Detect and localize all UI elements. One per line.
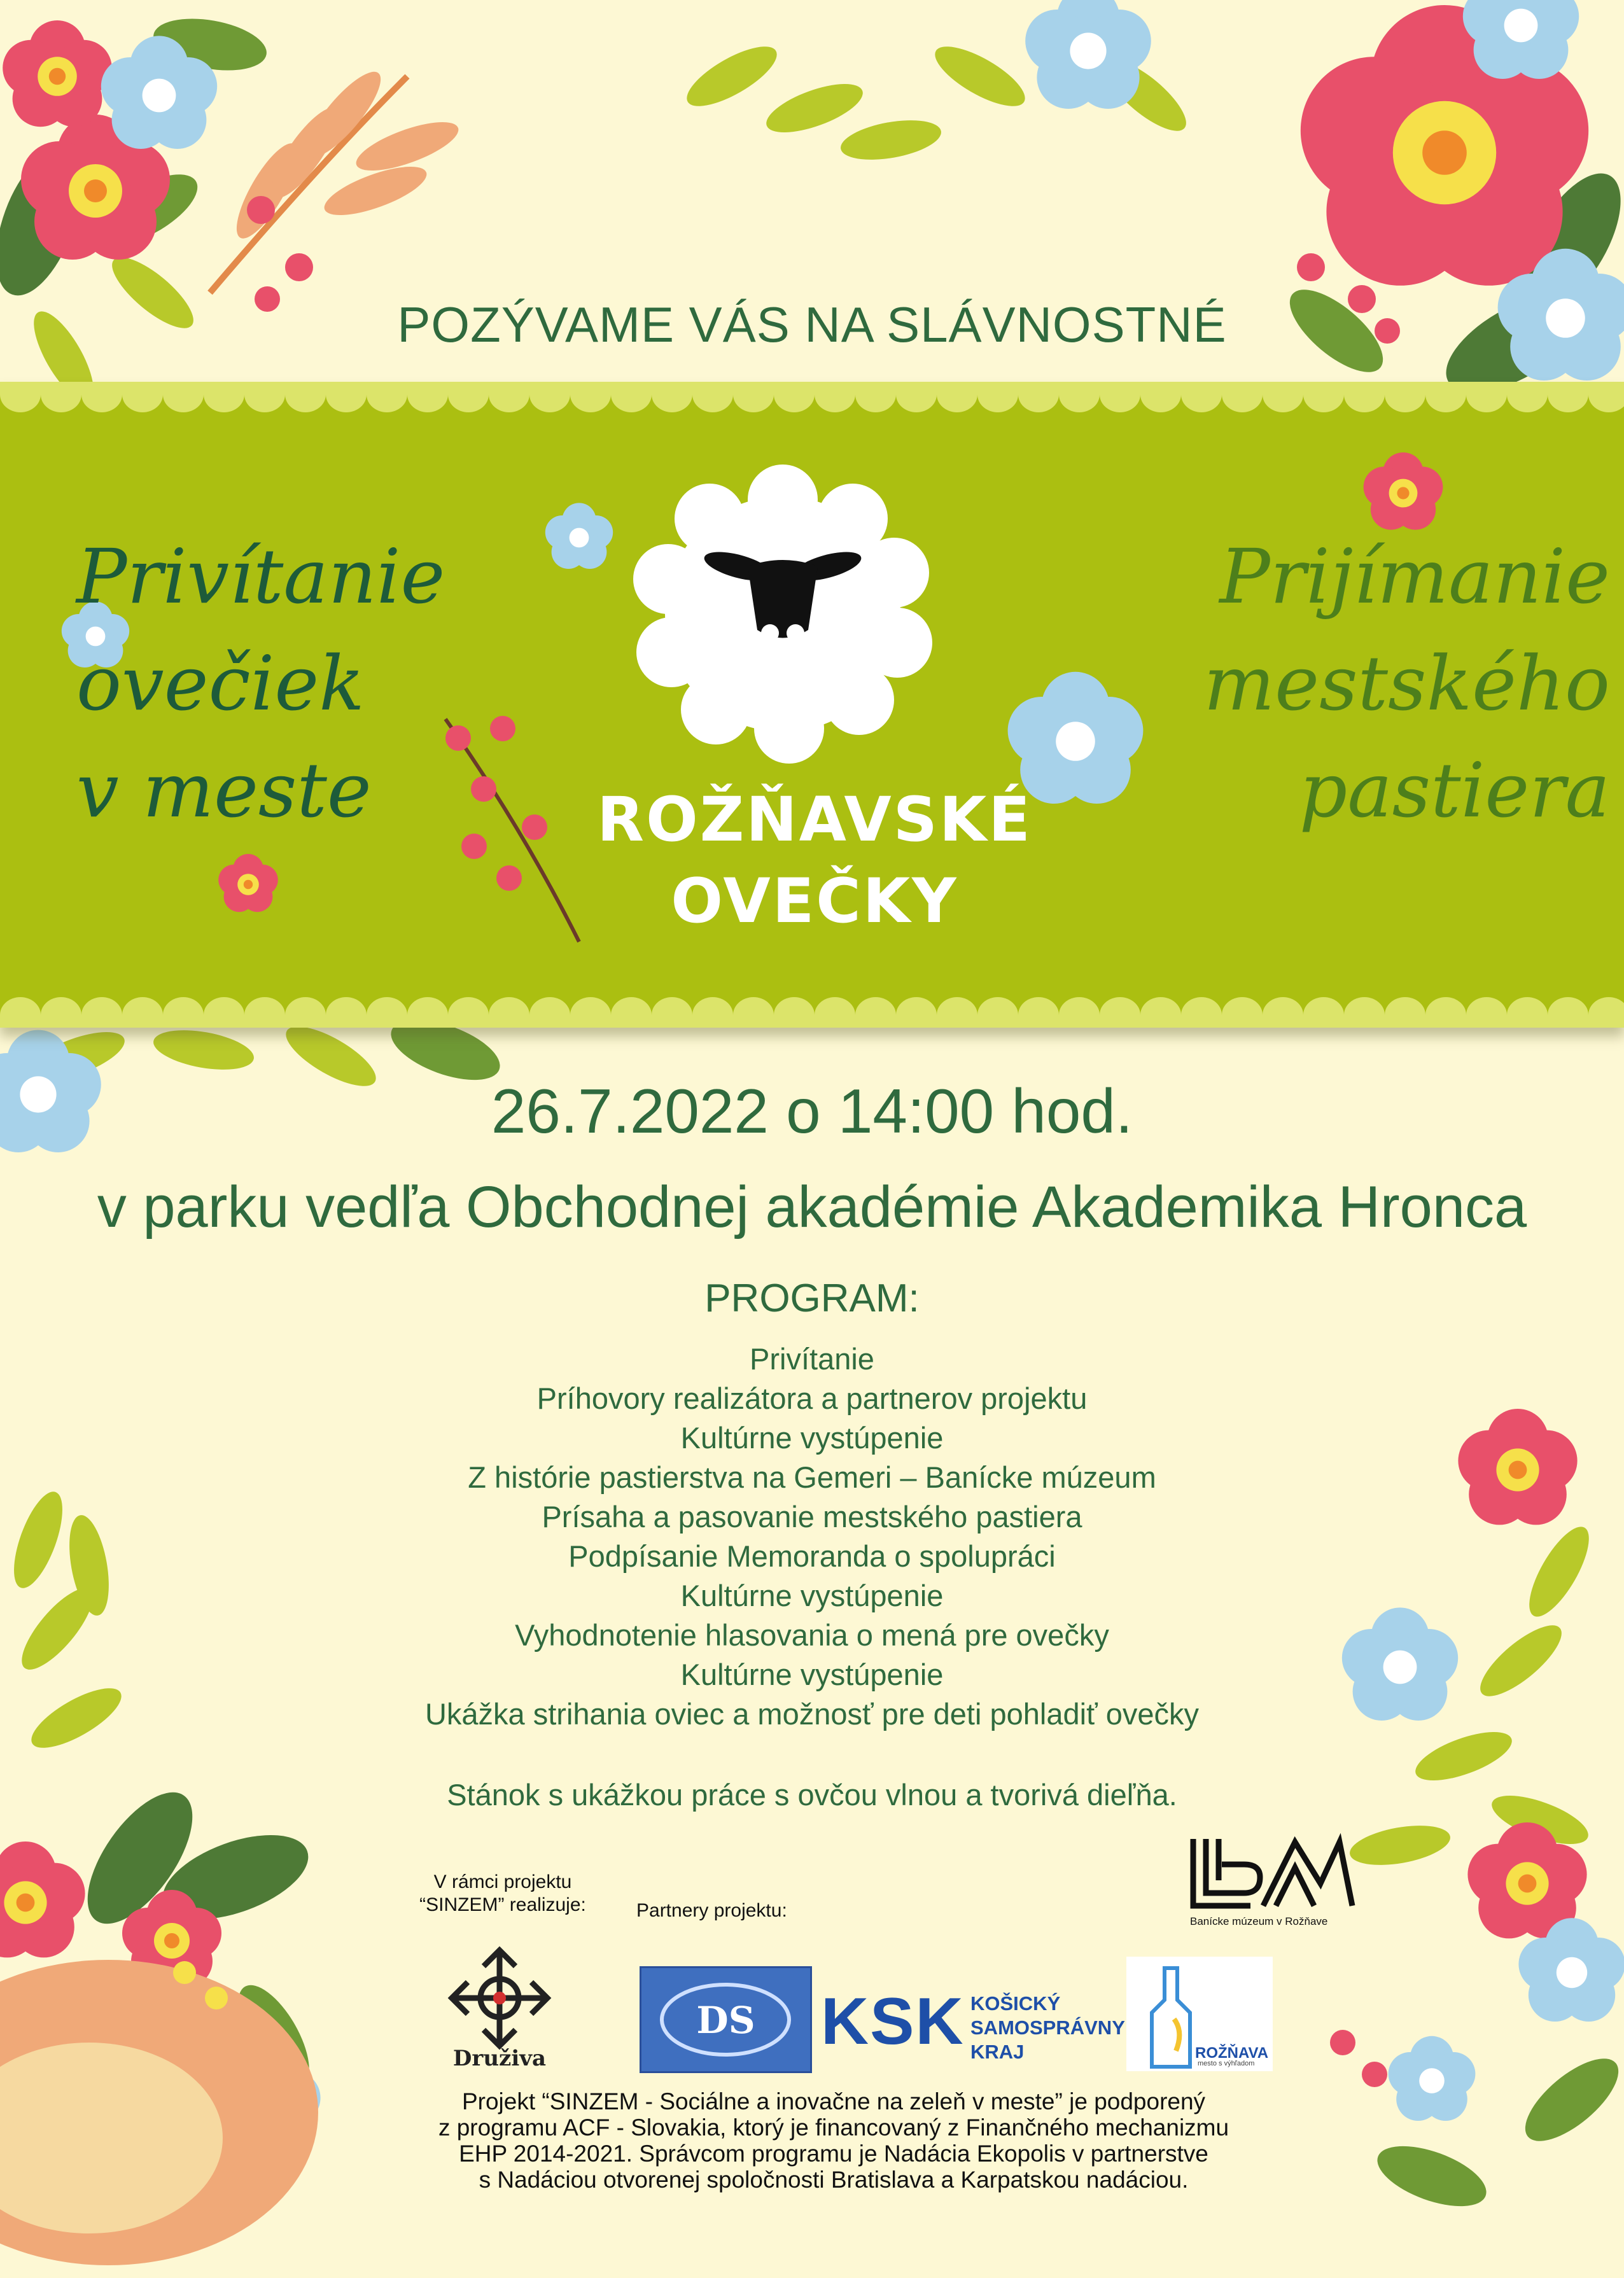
footer-line: z programu ACF - Slovakia, ktorý je financovaný z Finančného mechanizmu bbox=[438, 2114, 1229, 2141]
left-title-script bbox=[76, 523, 484, 844]
left-title-line: v meste bbox=[76, 746, 372, 834]
right-title-line: mestského bbox=[1203, 639, 1610, 727]
footer-line: EHP 2014-2021. Správcom programu je Nadácia Ekopolis v partnerstve bbox=[459, 2141, 1208, 2167]
left-title-line: ovečiek bbox=[76, 639, 365, 727]
invitation-heading: POZÝVAME VÁS NA SLÁVNOSTNÉ bbox=[397, 297, 1227, 353]
ds-logo-text: DS bbox=[696, 1999, 755, 2042]
roznava-city-logo bbox=[1126, 1957, 1273, 2071]
footer-line: s Nadáciou otvorenej spoločnosti Bratislava a Karpatskou nadáciou. bbox=[479, 2167, 1189, 2193]
right-title-line: Prijímanie bbox=[1219, 533, 1610, 620]
ksk-name-line: SAMOSPRÁVNY bbox=[970, 2016, 1125, 2039]
realizer-label bbox=[395, 1871, 611, 1917]
program-item: Ukážka strihania oviec a možnosť pre deti pohladiť ovečky bbox=[424, 1697, 1200, 1731]
roznava-logo-name: ROŽŇAVA bbox=[1195, 2044, 1269, 2062]
roznava-logo-subtitle: mesto s výhľadom bbox=[1198, 2060, 1255, 2067]
event-venue: v parku vedľa Obchodnej akadémie Akademika Hronca bbox=[97, 1175, 1527, 1240]
program-title: PROGRAM: bbox=[704, 1276, 920, 1320]
program-item: Privítanie bbox=[750, 1342, 874, 1376]
workshop-stand-note: Stánok s ukážkou práce s ovčou vlnou a tvorivá dieľňa. bbox=[447, 1778, 1177, 1812]
program-list bbox=[0, 1339, 1624, 1734]
partners-label: Partnery projektu: bbox=[636, 1900, 787, 1921]
right-title-line: pastiera bbox=[1299, 746, 1610, 834]
funding-footer bbox=[356, 2088, 1311, 2193]
program-item: Z histórie pastierstva na Gemeri – Banícke múzeum bbox=[468, 1460, 1156, 1494]
ksk-name-line: KOŠICKÝ bbox=[970, 1992, 1061, 2015]
program-item: Prísaha a pasovanie mestského pastiera bbox=[542, 1500, 1082, 1534]
realizer-line: V rámci projektu bbox=[433, 1871, 572, 1892]
druziva-logo-text: Druživa bbox=[452, 2046, 547, 2071]
ds-partner-logo bbox=[640, 1966, 812, 2073]
title-banner bbox=[0, 382, 1624, 1028]
brand-line-1: ROŽŇAVSKÉ bbox=[597, 784, 1032, 855]
program-item: Kultúrne vystúpenie bbox=[680, 1579, 944, 1612]
ksk-logo-letters: KSK bbox=[821, 1985, 965, 2058]
druziva-logo-icon bbox=[439, 1944, 560, 2052]
footer-line: Projekt “SINZEM - Sociálne a inovačne na zeleň v meste” je podporený bbox=[461, 2088, 1206, 2114]
program-item: Kultúrne vystúpenie bbox=[680, 1421, 944, 1455]
roznava-tower-icon bbox=[1139, 1962, 1203, 2070]
ksk-name-line: KRAJ bbox=[970, 2041, 1025, 2063]
right-title-script bbox=[1082, 523, 1610, 844]
left-title-line: Privítanie bbox=[76, 533, 445, 620]
program-item: Vyhodnotenie hlasovania o mená pre ovečky bbox=[515, 1618, 1109, 1652]
banicke-muzeum-caption: Banícke múzeum v Rožňave bbox=[1190, 1915, 1328, 1927]
brand-line-2: OVEČKY bbox=[671, 865, 958, 937]
sheep-icon bbox=[633, 465, 932, 764]
program-item: Kultúrne vystúpenie bbox=[680, 1658, 944, 1691]
program-item: Podpísanie Memoranda o spolupráci bbox=[568, 1539, 1056, 1573]
event-datetime: 26.7.2022 o 14:00 hod. bbox=[491, 1076, 1133, 1146]
program-item: Príhovory realizátora a partnerov projektu bbox=[536, 1381, 1088, 1415]
banicke-muzeum-logo-icon bbox=[1187, 1833, 1359, 1912]
ksk-logo-name bbox=[970, 1992, 1125, 2064]
realizer-line: “SINZEM” realizuje: bbox=[419, 1894, 586, 1915]
